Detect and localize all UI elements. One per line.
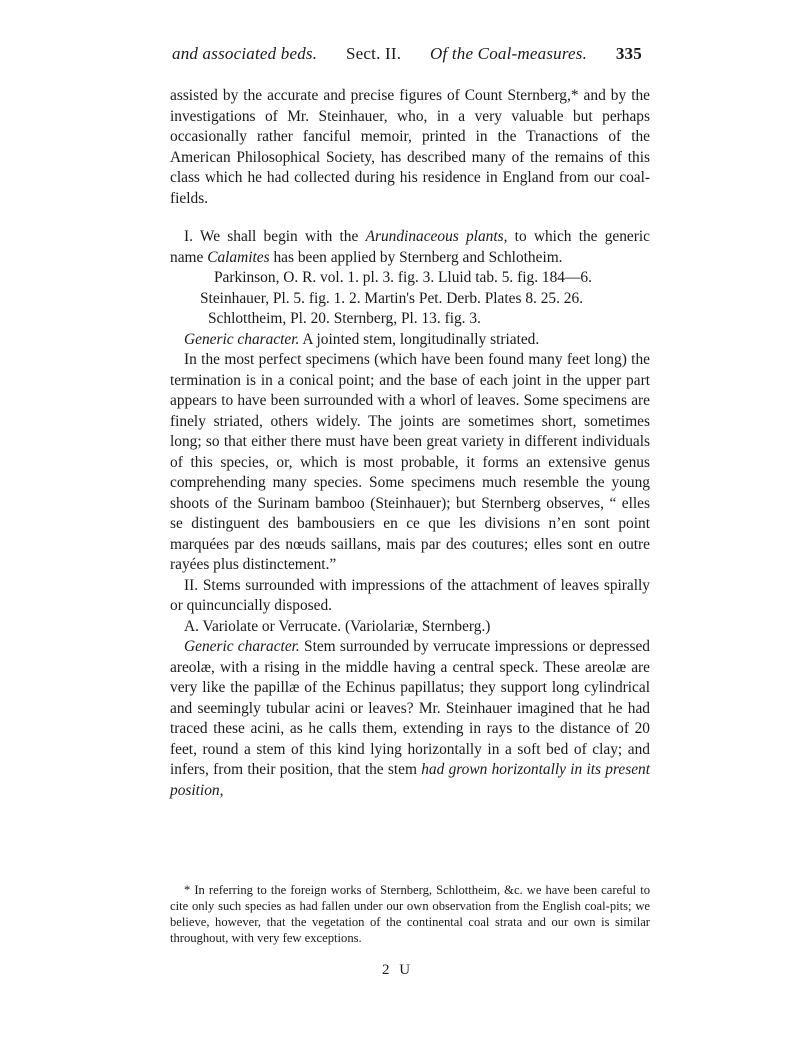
page-number: 335 [615,44,642,63]
reference-line-1: Parkinson, O. R. vol. 1. pl. 3. fig. 3. Lluid tab. 5. fig. 184—6. [214,269,592,286]
generic-character-variolate: Generic character. Stem surrounded by verrucate impressions or depressed areolæ, with a rising in the middle having a central speck. These areolæ are very like the papillæ of the Echinus papillatus; they support long cylindrical and seemingly tubular acini or leaves? Mr. Steinhauer imagined that he had traced these acini, as he calls them, extending in rays to the distance of 20 feet, round a stem of this kind lying horizontally in a soft bed of clay; and infers, from their position, that the stem had grown horizontally in its present position, [170,638,651,799]
paragraph-continuation: assisted by the accurate and precise figures of Count Sternberg,* and by the investigations of Mr. Steinhauer, who, in a very valuable but perhaps occasionally rather fanciful memoir, printed in the Tranactions of the American Philosophical Society, has described many of the remains of this class which he had collected during his residence in England from our coal-fields. [170,87,650,207]
running-header [172,44,642,64]
body-text [170,86,650,801]
running-title-right: Of the Coal-measures. [430,44,588,63]
paragraph-variolate: A. Variolate or Verrucate. (Variolariæ, Sternberg.) [184,617,491,635]
footnote-text: * In referring to the foreign works of Sternberg, Schlottheim, &c. we have been careful to cite only such species as had fallen under our own observation from the English coal-pits; we believe, however, that the vegetation of the continental coal strata and our own is similar throughout, with very few exceptions. [170,883,650,945]
footnote [170,882,650,946]
reference-line-2: Steinhauer, Pl. 5. fig. 1. 2. Martin's Pet. Derb. Plates 8. 25. 26. [200,289,584,307]
running-title-left: and associated beds. [172,44,318,63]
generic-character-calamites: Generic character. A jointed stem, longitudinally striated. [184,330,540,348]
section-label: Sect. II. [346,44,402,63]
paragraph-arundinaceous: I. We shall begin with the Arundinaceous plants, to which the generic name Calamites has been applied by Sternberg and Schlotheim. [170,228,650,266]
reference-line-3: Schlottheim, Pl. 20. Sternberg, Pl. 13. fig. 3. [208,310,481,327]
paragraph-specimens: In the most perfect specimens (which have been found many feet long) the termination is in a conical point; and the base of each joint in the upper part appears to have been surrounded with a whorl of leaves. Some specimens are finely striated, others widely. The joints are sometimes short, sometimes long; so that either there must have been great variety in different individuals of this species, or, which is most probable, it forms an extensive genus comprehending many species. Some specimens much resemble the young shoots of the Surinam bamboo (Steinhauer); but Sternberg observes, “ elles se distinguent des bambousiers en ce que les divisions n’en sont point marquées par des nœuds saillans, mais par des coutures; elles sont en outre rayées plus distinctement.” [170,351,650,573]
signature-mark: 2 U [382,962,414,978]
paragraph-section-two: II. Stems surrounded with impressions of the attachment of leaves spirally or quincuncially disposed. [170,576,650,614]
